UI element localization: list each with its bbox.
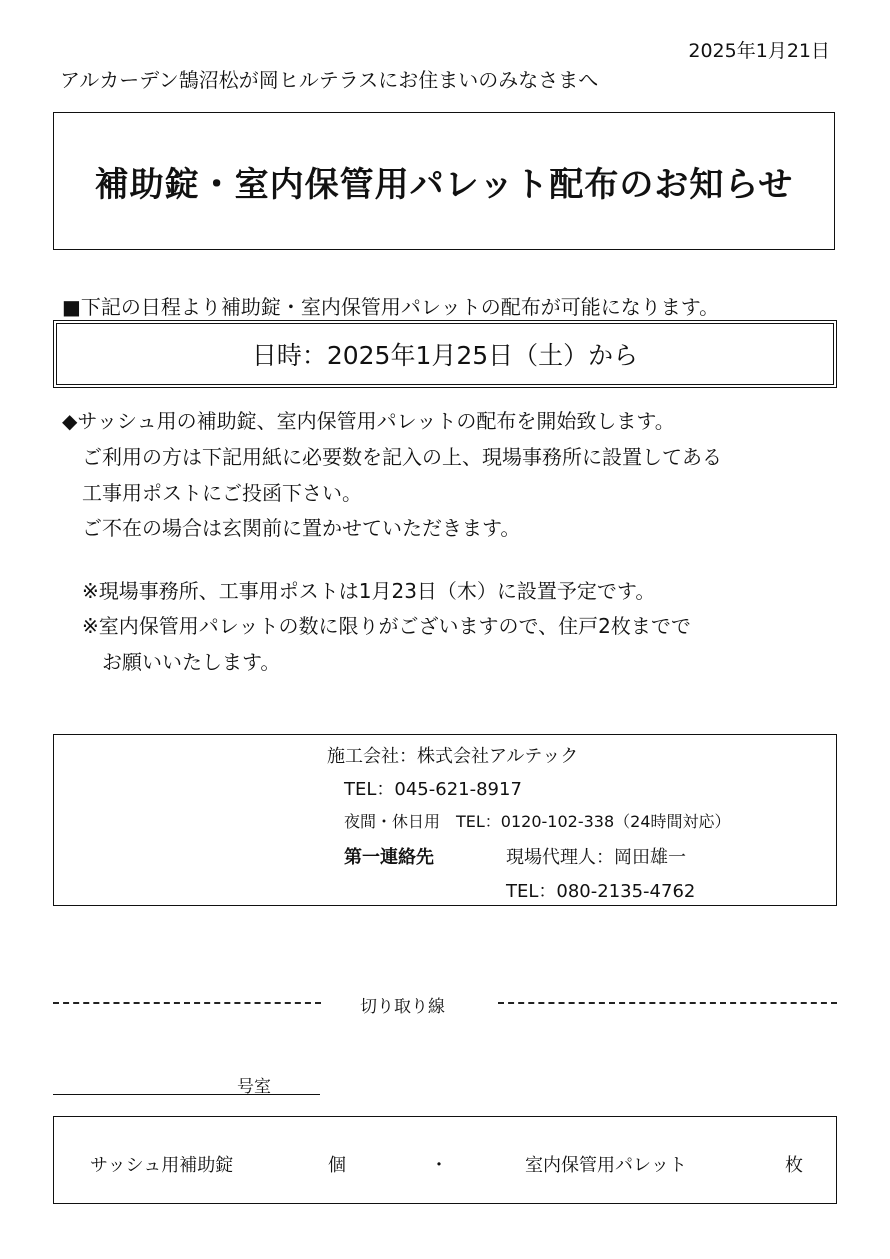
- body-line-3: 工事用ポストにご投函下さい。: [82, 481, 362, 505]
- distribution-notice: ■下記の日程より補助錠・室内保管用パレットの配布が可能になります。: [62, 295, 720, 319]
- body-line-4: ご不在の場合は玄関前に置かせていただきます。: [82, 516, 521, 540]
- contact-agent-tel: TEL：080-2135-4762: [506, 881, 696, 902]
- room-number-line[interactable]: [53, 1094, 320, 1095]
- cut-line-left: [53, 1002, 321, 1004]
- schedule-box: [53, 320, 837, 388]
- form-item-pallet: 室内保管用パレット: [525, 1155, 687, 1176]
- cut-line-label: 切り取り線: [360, 997, 445, 1017]
- body-line-2: ご利用の方は下記用紙に必要数を記入の上、現場事務所に設置してある: [82, 445, 722, 469]
- title-box: [53, 112, 835, 250]
- note-line-3: お願いいたします。: [102, 650, 281, 674]
- form-unit-pallet: 枚: [785, 1155, 803, 1176]
- contact-agent: 現場代理人：岡田雄一: [506, 847, 686, 868]
- room-number-label: 号室: [237, 1077, 271, 1097]
- schedule-date: 日時：2025年1月25日（土）から: [251, 341, 639, 370]
- recipient-line: アルカーデン鵠沼松が岡ヒルテラスにお住まいのみなさまへ: [60, 68, 599, 92]
- contact-tel: TEL：045-621-8917: [344, 779, 522, 800]
- document-title: 補助錠・室内保管用パレット配布のお知らせ: [94, 164, 794, 205]
- contact-night-tel: 夜間・休日用 TEL：0120-102-338（24時間対応）: [344, 812, 731, 831]
- cut-line-right: [498, 1002, 837, 1004]
- order-form-box: [53, 1116, 837, 1204]
- body-line-1: ◆サッシュ用の補助錠、室内保管用パレットの配布を開始致します。: [62, 409, 675, 433]
- note-line-2: ※室内保管用パレットの数に限りがございますので、住戸2枚までで: [82, 614, 691, 638]
- issue-date: 2025年1月21日: [688, 40, 830, 62]
- contact-company: 施工会社：株式会社アルテック: [327, 746, 579, 767]
- contact-box: [53, 734, 837, 906]
- form-separator: ・: [430, 1155, 448, 1176]
- first-contact-label: 第一連絡先: [344, 847, 434, 868]
- form-item-lock: サッシュ用補助錠: [90, 1155, 234, 1176]
- note-line-1: ※現場事務所、工事用ポストは1月23日（木）に設置予定です。: [82, 579, 656, 603]
- form-unit-lock: 個: [328, 1155, 346, 1176]
